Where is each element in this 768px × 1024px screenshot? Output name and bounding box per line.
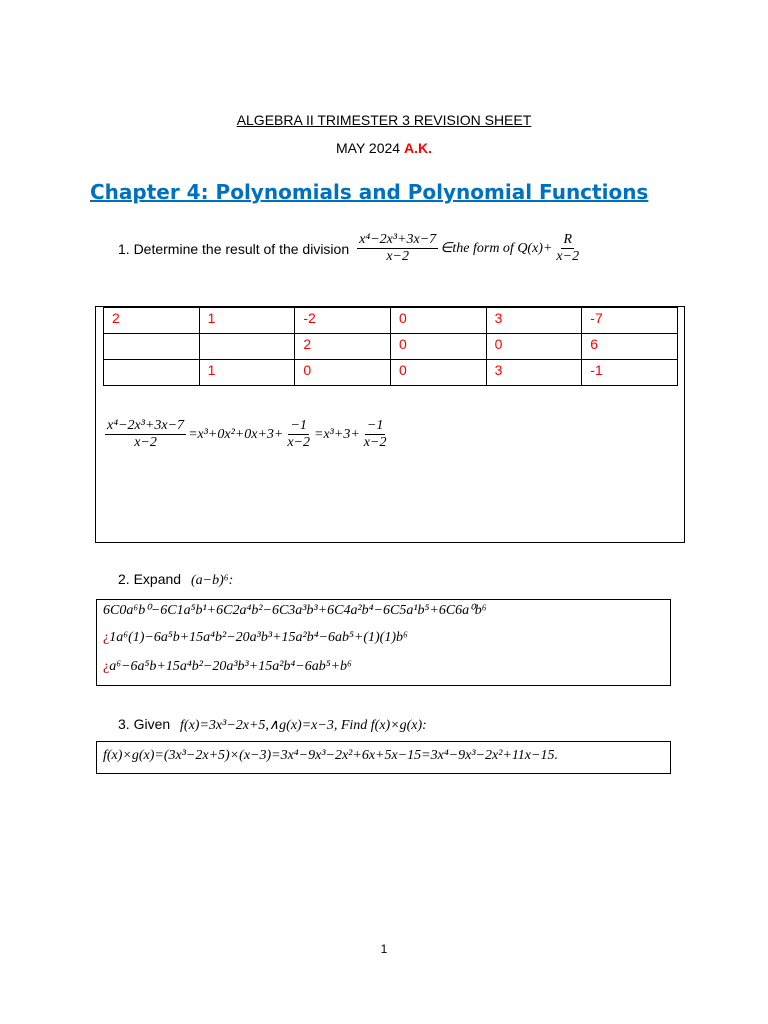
sheet-date: MAY 2024 (336, 140, 401, 156)
table-cell: 1 (199, 360, 295, 386)
chapter-title: Chapter 4: Polynomials and Polynomial Functions (90, 180, 649, 204)
question-2-expression: (a−b)⁶: (190, 573, 234, 588)
answer-remainder-fraction-2 (362, 418, 389, 451)
expansion-line-3 (103, 659, 352, 675)
table-cell: 3 (486, 360, 582, 386)
answer-remainder-fraction-1 (285, 418, 312, 451)
question-3 (118, 716, 427, 734)
synthetic-division-table (103, 307, 678, 386)
question-1-form-text: ∈the form of Q(x)+ (440, 241, 553, 256)
fraction-denominator: x−2 (386, 249, 409, 264)
answer-denominator: x−2 (134, 435, 157, 450)
table-cell: 0 (390, 334, 486, 360)
table-cell: 0 (295, 360, 391, 386)
remainder-fraction (554, 232, 581, 265)
sheet-date-line (0, 140, 768, 156)
expansion-line-2-text: 1a⁶(1)−6a⁵b+15a⁴b²−20a³b³+15a²b⁴−6ab⁵+(1)(1)b⁶ (109, 630, 408, 645)
table-cell: 6 (582, 334, 678, 360)
page-number: 1 (380, 942, 388, 956)
table-cell: -2 (295, 308, 391, 334)
author-initials: A.K. (403, 140, 432, 156)
question-1 (118, 232, 583, 265)
remainder-denominator-2: x−2 (363, 435, 387, 450)
question-1-fraction (357, 232, 438, 265)
division-answer (103, 418, 390, 451)
expansion-line-1: 6C0a⁶b⁰−6C1a⁵b¹+6C2a⁴b²−6C3a³b³+6C4a²b⁴−6C5a¹b⁵+6C6a⁰b⁶ (103, 603, 487, 618)
table-cell: 2 (295, 334, 391, 360)
remainder-denominator: x−2 (556, 249, 580, 264)
question-3-label: 3. Given (118, 716, 171, 732)
sheet-title: ALGEBRA II TRIMESTER 3 REVISION SHEET (236, 112, 532, 128)
answer-simplified: =x³+3+ (314, 426, 360, 442)
expansion-line-3-text: a⁶−6a⁵b+15a⁴b²−20a³b³+15a²b⁴−6ab⁵+b⁶ (109, 659, 352, 674)
table-cell: 0 (390, 360, 486, 386)
table-cell: 3 (486, 308, 582, 334)
remainder-numerator-2: −1 (366, 418, 384, 433)
table-cell: -7 (582, 308, 678, 334)
garbled-glyph: ¿ (103, 630, 110, 645)
fraction-numerator: x⁴−2x³+3x−7 (359, 232, 437, 247)
table-row (104, 360, 678, 386)
table-row (104, 334, 678, 360)
table-cell: 2 (104, 308, 200, 334)
table-cell (104, 334, 200, 360)
table-cell: 0 (486, 334, 582, 360)
remainder-denominator-1: x−2 (287, 435, 311, 450)
product-answer: f(x)×g(x)=(3x³−2x+5)×(x−3)=3x⁴−9x³−2x²+6x+5x−15=3x⁴−9x³−2x²+11x−15. (103, 748, 558, 763)
table-row (104, 308, 678, 334)
answer-fraction (105, 418, 186, 451)
question-2-label: 2. Expand (118, 571, 182, 587)
table-cell (104, 360, 200, 386)
question-1-label: 1. Determine the result of the division (118, 240, 350, 257)
question-2 (118, 571, 233, 589)
remainder-numerator: R (563, 232, 573, 247)
question-3-expression: f(x)=3x³−2x+5,∧g(x)=x−3, Find f(x)×g(x): (180, 718, 427, 733)
expansion-line-2 (103, 630, 408, 646)
answer-numerator: x⁴−2x³+3x−7 (107, 418, 185, 433)
remainder-numerator-1: −1 (290, 418, 307, 433)
table-cell: -1 (582, 360, 678, 386)
table-cell: 1 (199, 308, 295, 334)
table-cell: 0 (390, 308, 486, 334)
answer-expansion: =x³+0x²+0x+3+ (188, 426, 284, 442)
garbled-glyph: ¿ (103, 659, 110, 674)
table-cell (199, 334, 295, 360)
